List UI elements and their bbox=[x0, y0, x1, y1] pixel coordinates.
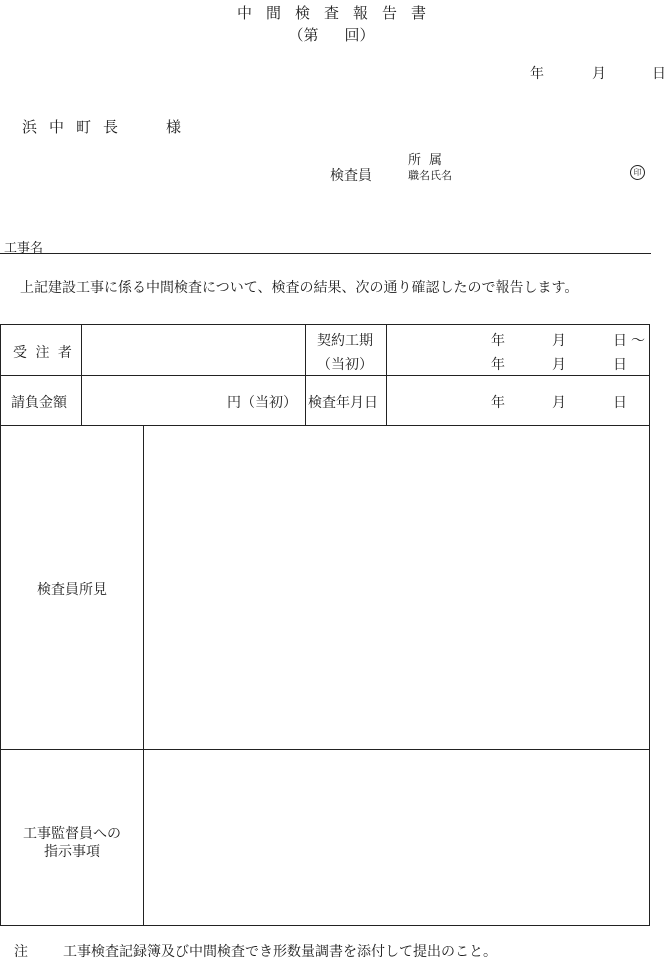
addressee-name: 浜中町長 bbox=[22, 118, 131, 136]
instructions-value[interactable] bbox=[144, 750, 648, 924]
period-end-day: 日 bbox=[613, 357, 627, 373]
amount-unit: 円（当初） bbox=[227, 395, 297, 411]
work-name-underline bbox=[0, 253, 651, 254]
period-start-year: 年 bbox=[491, 333, 505, 349]
instructions-label-line1: 工事監督員への bbox=[23, 826, 121, 842]
contract-period-label: 契約工期 bbox=[317, 333, 373, 349]
report-date-month: 月 bbox=[592, 66, 606, 82]
work-name-label: 工事名 bbox=[4, 241, 44, 256]
report-table bbox=[0, 324, 650, 926]
period-start-month: 月 bbox=[552, 333, 566, 349]
col-divider-2 bbox=[305, 325, 306, 425]
contract-period-sub: （当初） bbox=[317, 357, 373, 373]
report-date-day: 日 bbox=[652, 66, 666, 82]
inspection-date-day: 日 bbox=[613, 395, 627, 411]
note-text: 工事検査記録簿及び中間検査でき形数量調書を添付して提出のこと。 bbox=[63, 944, 497, 960]
inspection-date-label: 検査年月日 bbox=[308, 395, 378, 411]
round-close: 回） bbox=[344, 26, 375, 44]
findings-label: 検査員所見 bbox=[37, 582, 107, 598]
amount-label: 請負金額 bbox=[11, 395, 67, 411]
note-label: 注 bbox=[14, 944, 28, 960]
inspection-date-year: 年 bbox=[491, 395, 505, 411]
col-divider-3 bbox=[386, 325, 387, 425]
report-date-year: 年 bbox=[530, 66, 544, 82]
inspection-round bbox=[0, 24, 663, 45]
title-name-label: 職名氏名 bbox=[408, 169, 452, 182]
seal-mark: 印 bbox=[630, 165, 645, 180]
findings-value[interactable] bbox=[144, 426, 648, 748]
contractor-label: 受 注 者 bbox=[13, 345, 74, 361]
inspection-date-month: 月 bbox=[552, 395, 566, 411]
period-tilde: ～ bbox=[631, 333, 645, 349]
report-statement: 上記建設工事に係る中間検査について、検査の結果、次の通り確認したので報告します。 bbox=[20, 280, 579, 296]
period-start-day: 日 bbox=[613, 333, 627, 349]
period-end-month: 月 bbox=[552, 357, 566, 373]
affiliation-label: 所属 bbox=[408, 153, 451, 168]
document-title: 中間検査報告書 bbox=[236, 4, 440, 22]
row-divider-1 bbox=[1, 375, 649, 376]
period-end-year: 年 bbox=[491, 357, 505, 373]
addressee-suffix: 様 bbox=[166, 118, 182, 136]
contractor-value[interactable] bbox=[82, 326, 304, 374]
instructions-label-line2: 指示事項 bbox=[44, 844, 100, 860]
inspector-label: 検査員 bbox=[330, 168, 372, 184]
round-open: （第 bbox=[288, 26, 319, 44]
